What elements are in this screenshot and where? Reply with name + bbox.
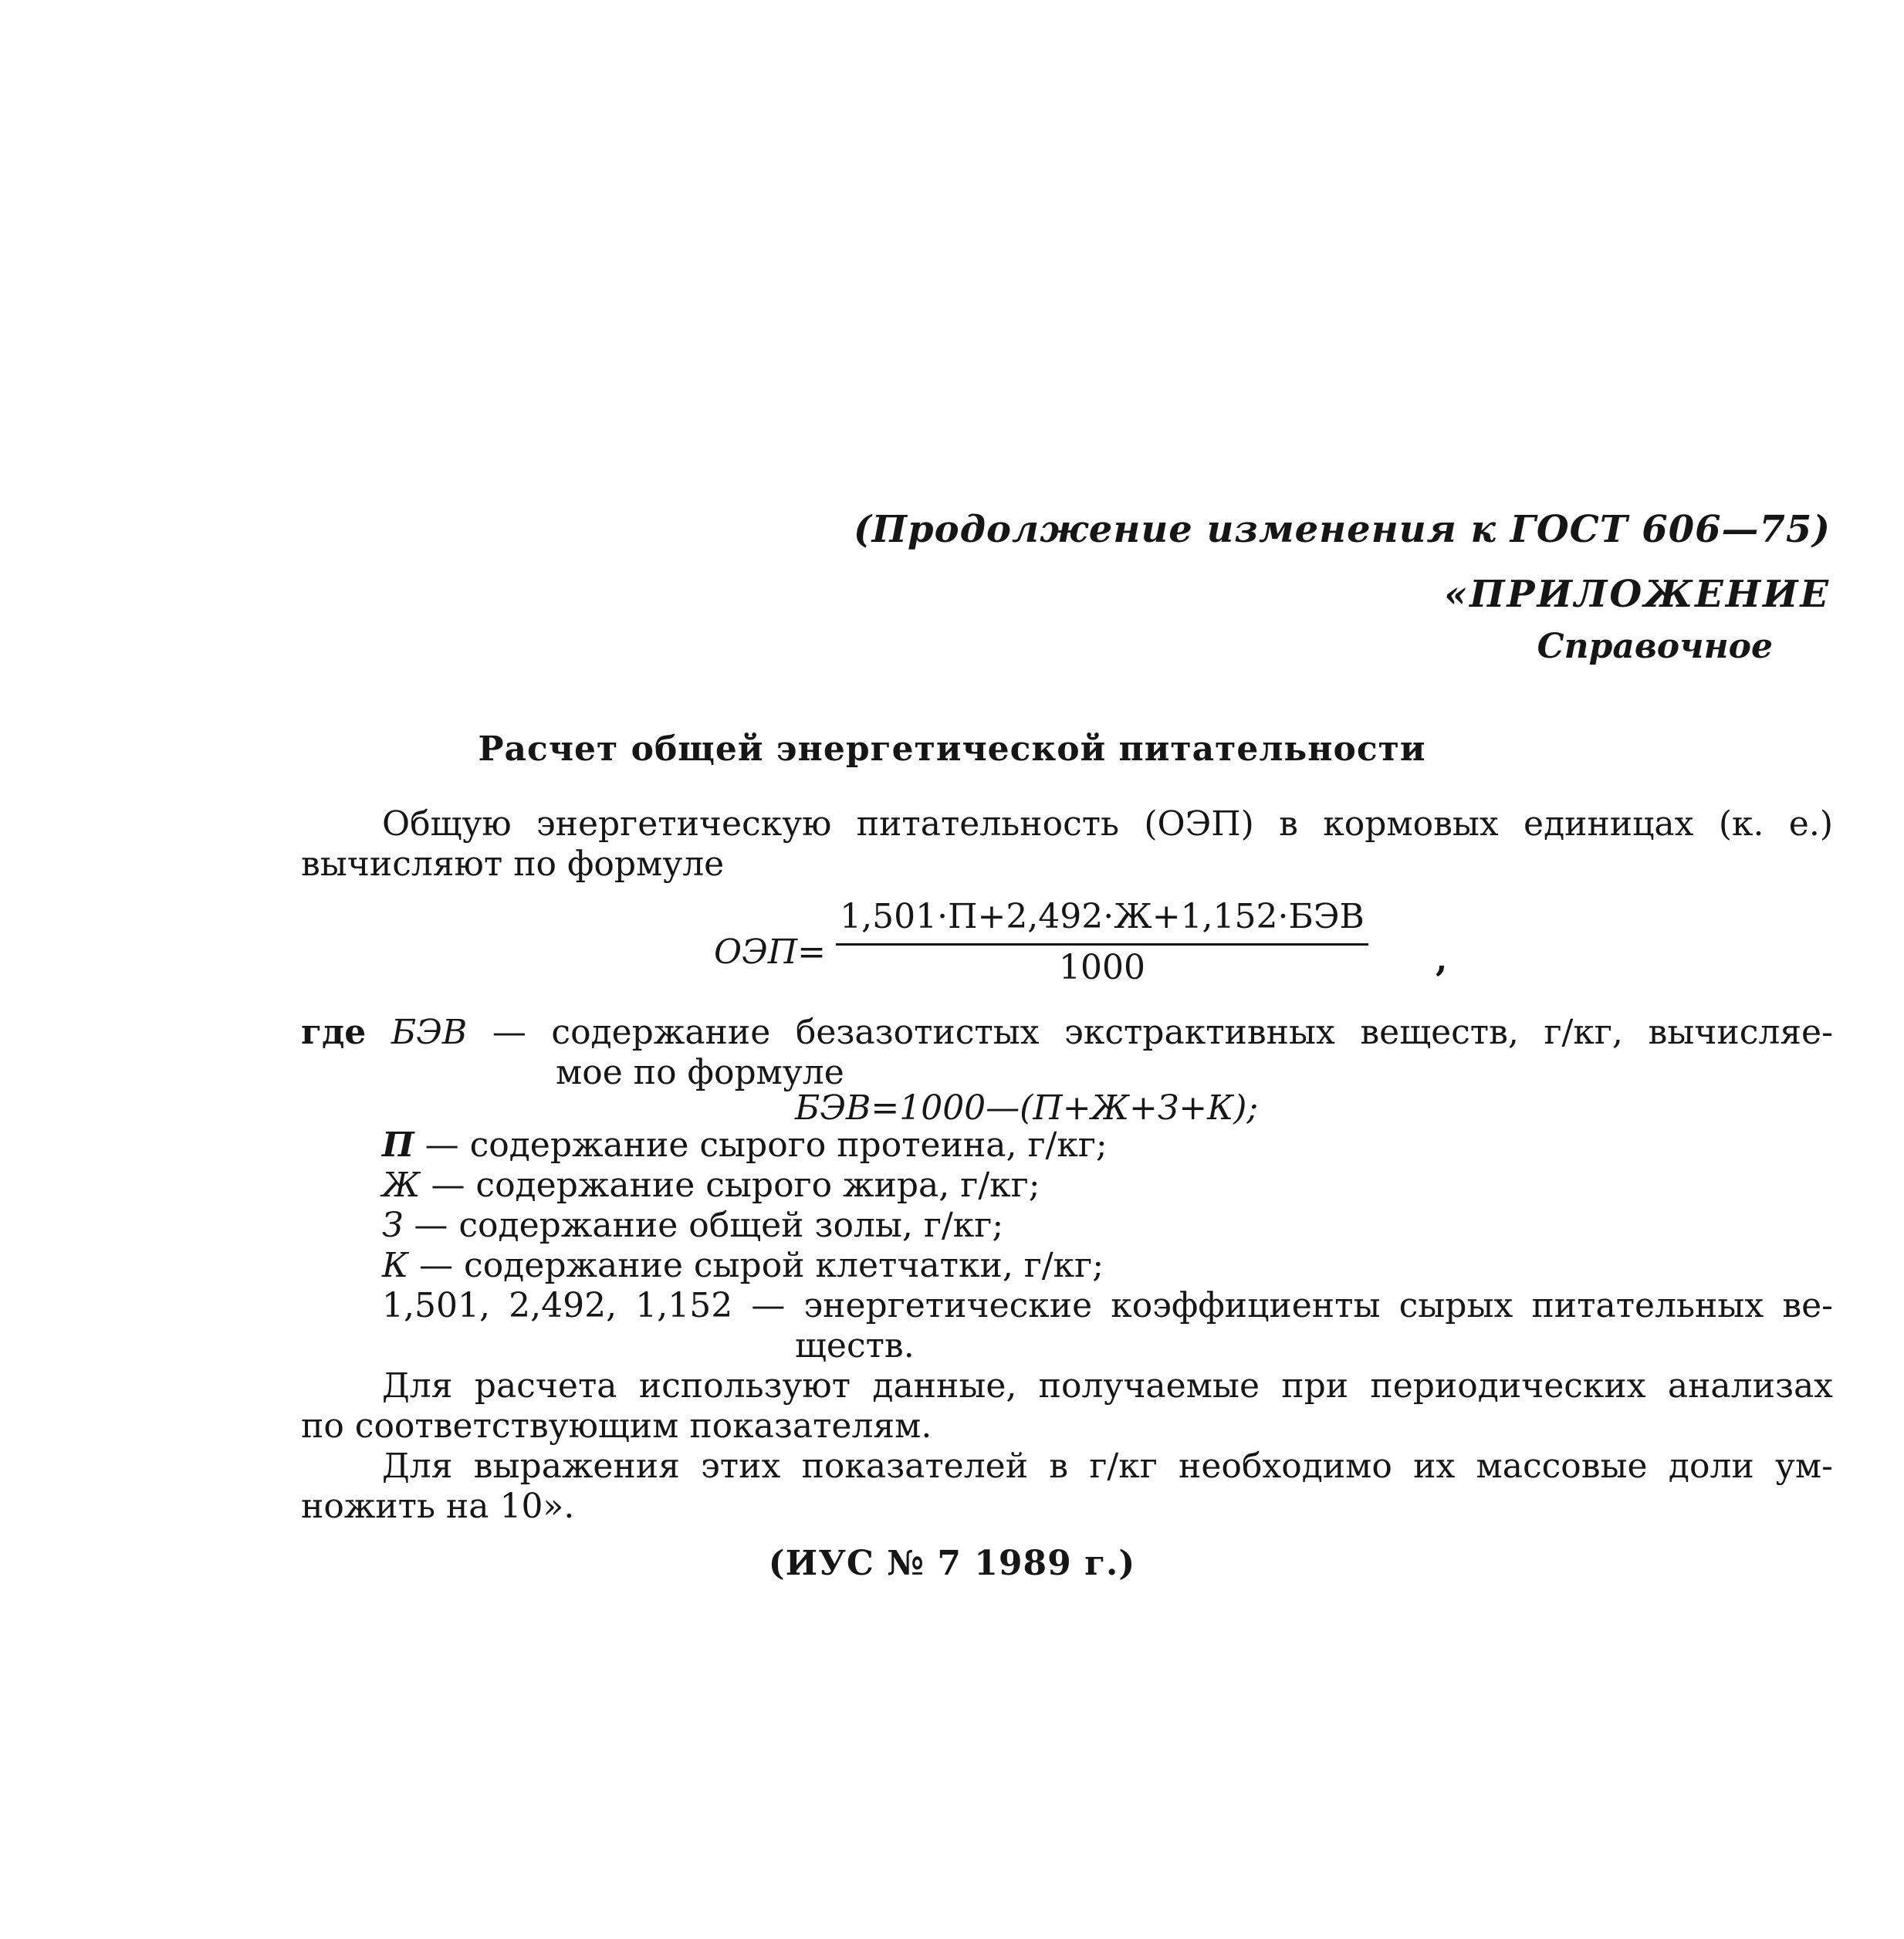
symbol-p: П <box>382 1125 414 1165</box>
definition-p-text: — содержание сырого протеина, г/кг; <box>424 1125 1108 1165</box>
symbol-zh: Ж <box>382 1166 421 1205</box>
note-1-line-1: Для расчета используют данные, получаемые при периодических анализах <box>382 1366 1833 1406</box>
definition-p <box>382 1125 1108 1166</box>
where-word: где <box>301 1013 367 1052</box>
formula-numerator: 1,501·П+2,492·Ж+1,152·БЭВ <box>840 897 1365 936</box>
note-2-line-2: ножить на 10». <box>301 1487 575 1526</box>
symbol-z: З <box>382 1206 404 1245</box>
main-formula <box>714 894 1470 994</box>
formula-denominator: 1000 <box>1059 948 1145 987</box>
bev-text-line-2: мое по формуле <box>556 1053 844 1092</box>
intro-line-2: вычисляют по формуле <box>301 844 725 884</box>
appendix-heading: «ПРИЛОЖЕНИЕ <box>1444 573 1831 616</box>
definition-k <box>382 1246 1104 1286</box>
bev-formula: БЭВ=1000—(П+Ж+З+К); <box>795 1088 1259 1128</box>
symbol-k: К <box>382 1246 409 1285</box>
continuation-note: (Продолжение изменения к ГОСТ 606—75) <box>853 508 1831 551</box>
intro-line-1: Общую энергетическую питательность (ОЭП) в кормовых единицах (к. е.) <box>382 804 1833 844</box>
formula-fraction <box>836 894 1368 990</box>
definition-k-text: — содержание сырой клетчатки, г/кг; <box>419 1246 1104 1285</box>
section-title: Расчет общей энергетической питательности <box>478 729 1426 769</box>
definition-zh-text: — содержание сырого жира, г/кг; <box>431 1166 1040 1205</box>
source-reference: (ИУС № 7 1989 г.) <box>768 1544 1136 1583</box>
coefficients-line-2: ществ. <box>795 1326 915 1365</box>
note-1-line-2: по соответствующим показателям. <box>301 1406 932 1446</box>
definition-z <box>382 1206 1003 1246</box>
formula-lhs: ОЭП= <box>714 932 826 972</box>
definition-bev-line-1 <box>301 1013 1833 1053</box>
symbol-bev: БЭВ <box>391 1013 468 1052</box>
definition-zh <box>382 1166 1040 1206</box>
definition-z-text: — содержание общей золы, г/кг; <box>414 1206 1004 1245</box>
formula-trailing-comma: , <box>1436 940 1448 980</box>
coefficients-line-1: 1,501, 2,492, 1,152 — энергетические коэффициенты сырых питательных ве- <box>382 1286 1833 1325</box>
bev-text-line-1: — содержание безазотистых экстрактивных веществ, г/кг, вычисляе- <box>492 1013 1833 1052</box>
note-2-line-1: Для выражения этих показателей в г/кг необходимо их массовые доли ум- <box>382 1447 1833 1486</box>
appendix-type: Справочное <box>1537 627 1773 666</box>
